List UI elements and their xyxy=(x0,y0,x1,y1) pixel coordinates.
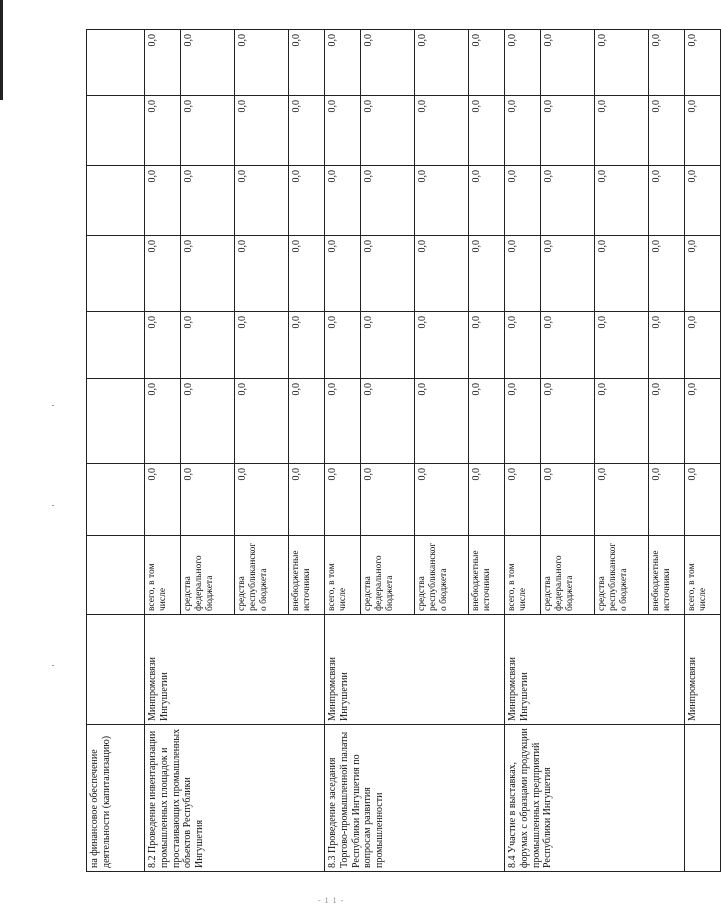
value-cell: 0,0 xyxy=(325,96,361,166)
value-cell: 0,0 xyxy=(469,464,505,536)
value-cell: 0,0 xyxy=(289,96,325,166)
value-cell: 0,0 xyxy=(181,30,235,96)
value-cell: 0,0 xyxy=(649,312,685,379)
value-cell: 0,0 xyxy=(595,96,649,166)
value-cell: 0,0 xyxy=(685,236,721,312)
value-cell: 0,0 xyxy=(181,379,235,464)
value-cell: 0,0 xyxy=(595,30,649,96)
value-cell: 0,0 xyxy=(505,464,541,536)
value-cell: 0,0 xyxy=(181,312,235,379)
empty-cell xyxy=(87,379,145,464)
value-cell: 0,0 xyxy=(415,236,469,312)
value-cell: 0,0 xyxy=(289,166,325,236)
page-number: - 1 1 - xyxy=(318,896,345,905)
scan-speck xyxy=(52,505,54,506)
value-cell: 0,0 xyxy=(469,30,505,96)
measure-cell: 8.4 Участие в выставках, форумах с образцами продукции промышленных предприятий Республики Ингушетия xyxy=(505,725,685,872)
value-cell: 0,0 xyxy=(505,379,541,464)
value-cell: 0,0 xyxy=(235,166,289,236)
value-cell: 0,0 xyxy=(289,312,325,379)
value-cell: 0,0 xyxy=(235,30,289,96)
table-row xyxy=(505,30,541,872)
value-cell: 0,0 xyxy=(505,166,541,236)
value-cell: 0,0 xyxy=(505,30,541,96)
value-cell: 0,0 xyxy=(649,96,685,166)
value-cell: 0,0 xyxy=(595,236,649,312)
value-cell: 0,0 xyxy=(595,312,649,379)
table-body xyxy=(87,30,721,872)
scan-speck xyxy=(52,665,54,666)
value-cell: 0,0 xyxy=(685,96,721,166)
value-cell: 0,0 xyxy=(541,166,595,236)
value-cell: 0,0 xyxy=(145,379,181,464)
funding-table xyxy=(86,29,721,872)
value-cell: 0,0 xyxy=(415,312,469,379)
value-cell: 0,0 xyxy=(325,379,361,464)
value-cell: 0,0 xyxy=(649,236,685,312)
value-cell: 0,0 xyxy=(289,464,325,536)
measure-cell: 8.2 Проведение инвентаризации промышленных площадок и простаивающих промышленных объектов Республики Ингушетия xyxy=(145,725,325,872)
value-cell: 0,0 xyxy=(685,379,721,464)
value-cell: 0,0 xyxy=(361,379,415,464)
table-container xyxy=(86,30,709,872)
value-cell: 0,0 xyxy=(649,379,685,464)
continuation-cell: на финансовое обеспечение деятельности (капитализацию) xyxy=(87,725,145,872)
empty-cell xyxy=(87,236,145,312)
value-cell: 0,0 xyxy=(361,30,415,96)
funding-source-cell: средства республиканского бюджета xyxy=(415,536,469,615)
value-cell: 0,0 xyxy=(541,30,595,96)
funding-source-cell: внебюджетные источники xyxy=(649,536,685,615)
value-cell: 0,0 xyxy=(325,166,361,236)
value-cell: 0,0 xyxy=(145,166,181,236)
value-cell: 0,0 xyxy=(181,96,235,166)
value-cell: 0,0 xyxy=(181,166,235,236)
value-cell: 0,0 xyxy=(649,464,685,536)
empty-cell xyxy=(87,30,145,96)
value-cell: 0,0 xyxy=(649,166,685,236)
value-cell: 0,0 xyxy=(541,312,595,379)
value-cell: 0,0 xyxy=(595,166,649,236)
value-cell: 0,0 xyxy=(235,312,289,379)
empty-cell xyxy=(87,615,145,725)
funding-source-cell: внебюджетные источники xyxy=(469,536,505,615)
value-cell: 0,0 xyxy=(145,464,181,536)
value-cell: 0,0 xyxy=(235,96,289,166)
value-cell: 0,0 xyxy=(505,96,541,166)
value-cell: 0,0 xyxy=(325,312,361,379)
value-cell: 0,0 xyxy=(145,312,181,379)
executor-cell: Минпромсвязи Ингушетии xyxy=(505,615,685,725)
value-cell: 0,0 xyxy=(415,96,469,166)
funding-source-cell: средства федерального бюджета xyxy=(361,536,415,615)
value-cell: 0,0 xyxy=(685,166,721,236)
value-cell: 0,0 xyxy=(145,96,181,166)
value-cell: 0,0 xyxy=(415,166,469,236)
value-cell: 0,0 xyxy=(235,236,289,312)
funding-source-cell: всего, в том числе xyxy=(685,536,721,615)
value-cell: 0,0 xyxy=(685,464,721,536)
value-cell: 0,0 xyxy=(595,464,649,536)
value-cell: 0,0 xyxy=(541,379,595,464)
value-cell: 0,0 xyxy=(361,312,415,379)
value-cell: 0,0 xyxy=(181,236,235,312)
value-cell: 0,0 xyxy=(541,464,595,536)
value-cell: 0,0 xyxy=(235,379,289,464)
funding-source-cell: всего, в том числе xyxy=(145,536,181,615)
value-cell: 0,0 xyxy=(181,464,235,536)
funding-source-cell: средства республиканского бюджета xyxy=(595,536,649,615)
executor-cell: Минпромсвязи Ингушетии xyxy=(325,615,505,725)
scan-speck xyxy=(52,405,54,406)
value-cell: 0,0 xyxy=(289,236,325,312)
value-cell: 0,0 xyxy=(505,236,541,312)
value-cell: 0,0 xyxy=(541,96,595,166)
value-cell: 0,0 xyxy=(289,30,325,96)
value-cell: 0,0 xyxy=(415,464,469,536)
value-cell: 0,0 xyxy=(361,96,415,166)
value-cell: 0,0 xyxy=(325,464,361,536)
empty-cell xyxy=(87,166,145,236)
value-cell: 0,0 xyxy=(469,236,505,312)
value-cell: 0,0 xyxy=(469,379,505,464)
executor-cell: Минпромсвязи xyxy=(685,615,721,725)
value-cell: 0,0 xyxy=(595,379,649,464)
executor-cell: Минпромсвязи Ингушетии xyxy=(145,615,325,725)
table-row xyxy=(685,30,721,872)
funding-source-cell: всего, в том числе xyxy=(505,536,541,615)
value-cell: 0,0 xyxy=(361,166,415,236)
value-cell: 0,0 xyxy=(361,236,415,312)
value-cell: 0,0 xyxy=(361,464,415,536)
value-cell: 0,0 xyxy=(685,30,721,96)
empty-cell xyxy=(87,312,145,379)
value-cell: 0,0 xyxy=(541,236,595,312)
scan-edge-mark xyxy=(0,0,3,100)
funding-source-cell: всего, в том числе xyxy=(325,536,361,615)
rotated-document-page xyxy=(86,30,709,868)
funding-source-cell: средства республиканского бюджета xyxy=(235,536,289,615)
measure-cell: 8.3 Проведение заседания Торгово-промышленной палаты Республики Ингушетия по вопросам развития промышленности xyxy=(325,725,505,872)
value-cell: 0,0 xyxy=(325,30,361,96)
value-cell: 0,0 xyxy=(415,379,469,464)
value-cell: 0,0 xyxy=(649,30,685,96)
empty-cell xyxy=(87,96,145,166)
funding-source-cell: внебюджетные источники xyxy=(289,536,325,615)
value-cell: 0,0 xyxy=(469,166,505,236)
value-cell: 0,0 xyxy=(505,312,541,379)
value-cell: 0,0 xyxy=(325,236,361,312)
value-cell: 0,0 xyxy=(145,30,181,96)
empty-cell xyxy=(87,536,145,615)
funding-source-cell: средства федерального бюджета xyxy=(541,536,595,615)
empty-cell xyxy=(87,464,145,536)
continuation-row xyxy=(87,30,145,872)
table-row xyxy=(325,30,361,872)
value-cell: 0,0 xyxy=(235,464,289,536)
value-cell: 0,0 xyxy=(469,312,505,379)
value-cell: 0,0 xyxy=(469,96,505,166)
value-cell: 0,0 xyxy=(289,379,325,464)
value-cell: 0,0 xyxy=(145,236,181,312)
measure-cell xyxy=(685,725,721,872)
value-cell: 0,0 xyxy=(685,312,721,379)
funding-source-cell: средства федерального бюджета xyxy=(181,536,235,615)
table-row xyxy=(145,30,181,872)
value-cell: 0,0 xyxy=(415,30,469,96)
